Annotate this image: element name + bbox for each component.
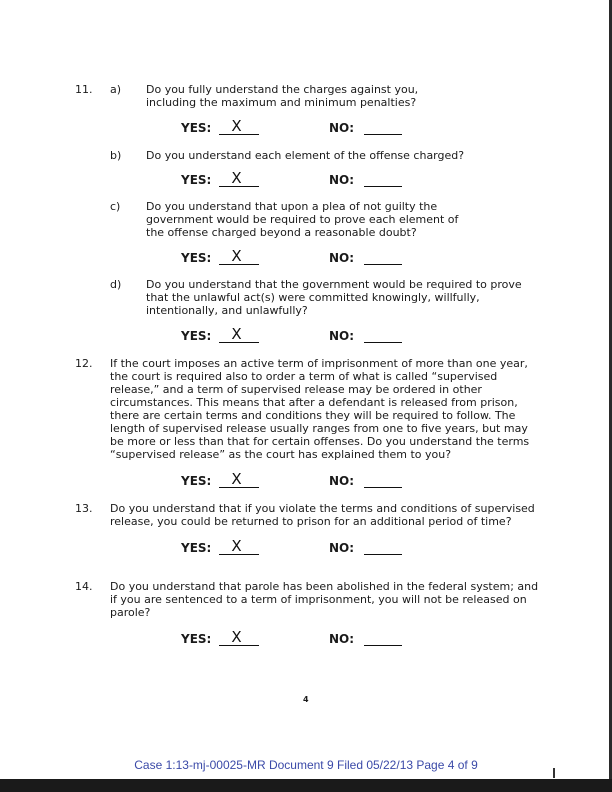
x-mark: X [231,117,242,135]
yes-label: YES: [181,173,212,187]
question-11d-yes-field[interactable] [181,325,259,343]
question-12-number: 12. [75,357,93,370]
no-blank[interactable] [364,251,402,265]
question-14-line-3: parole? [110,606,151,619]
yes-blank[interactable] [219,169,259,187]
x-mark: X [231,470,242,488]
question-11c-line-1: Do you understand that upon a plea of not guilty the [146,200,438,213]
question-14-yes-field[interactable] [181,628,259,646]
question-12-line-4: circumstances. This means that after a defendant is released from prison, [110,396,518,409]
question-11a-line-1: Do you fully understand the charges against you, [146,83,419,96]
x-mark: X [231,325,242,343]
question-13-number: 13. [75,502,93,515]
question-13-no-field[interactable] [329,541,402,555]
no-label: NO: [329,632,355,646]
question-14-line-1: Do you understand that parole has been abolished in the federal system; and [110,580,539,593]
no-label: NO: [329,251,355,265]
question-11d-line-2: that the unlawful act(s) were committed knowingly, willfully, [146,291,480,304]
x-mark: X [231,247,242,265]
question-14-line-2: if you are sentenced to a term of imprisonment, you will not be released on [110,593,527,606]
page-number: 4 [303,695,309,704]
question-11b-line-1: Do you understand each element of the offense charged? [146,149,465,162]
question-11c-line-3: the offense charged beyond a reasonable doubt? [146,226,417,239]
x-mark: X [231,537,242,555]
question-11a-line-2: including the maximum and minimum penalties? [146,96,417,109]
question-12-line-3: release,” and a term of supervised release may be ordered in other [110,383,482,396]
yes-blank[interactable] [219,325,259,343]
question-13-line-1: Do you understand that if you violate the terms and conditions of supervised [110,502,535,515]
question-11d-line-1: Do you understand that the government would be required to prove [146,278,522,291]
question-11a-label: a) [110,83,122,96]
scan-artifact [553,768,555,778]
no-blank[interactable] [364,121,402,135]
question-11a-no-field[interactable] [329,121,402,135]
yes-blank[interactable] [219,470,259,488]
question-14-number: 14. [75,580,93,593]
scan-bottom-bar [0,779,612,792]
question-12-line-5: there are certain terms and conditions they will be required to follow. The [110,409,516,422]
yes-blank[interactable] [219,537,259,555]
question-12-no-field[interactable] [329,474,402,488]
question-11c-yes-field[interactable] [181,247,259,265]
x-mark: X [231,628,242,646]
question-11-number: 11. [75,83,93,96]
question-11b-yes-field[interactable] [181,169,259,187]
yes-label: YES: [181,541,212,555]
question-11c-no-field[interactable] [329,251,402,265]
yes-label: YES: [181,632,212,646]
question-13-line-2: release, you could be returned to prison for an additional period of time? [110,515,512,528]
no-blank[interactable] [364,541,402,555]
question-12-line-8: “supervised release” as the court has explained them to you? [110,448,452,461]
question-12-line-1: If the court imposes an active term of imprisonment of more than one year, [110,357,528,370]
no-blank[interactable] [364,632,402,646]
no-label: NO: [329,541,355,555]
x-mark: X [231,169,242,187]
yes-blank[interactable] [219,247,259,265]
no-label: NO: [329,474,355,488]
no-label: NO: [329,329,355,343]
question-12-yes-field[interactable] [181,470,259,488]
no-blank[interactable] [364,329,402,343]
question-11d-line-3: intentionally, and unlawfully? [146,304,308,317]
question-12-line-2: the court is required also to order a term of what is called “supervised [110,370,498,383]
question-11b-no-field[interactable] [329,173,402,187]
yes-label: YES: [181,121,212,135]
question-12-line-6: length of supervised release usually ranges from one to five years, but may [110,422,528,435]
question-11c-label: c) [110,200,121,213]
question-13-yes-field[interactable] [181,537,259,555]
question-11d-no-field[interactable] [329,329,402,343]
yes-label: YES: [181,329,212,343]
question-14-no-field[interactable] [329,632,402,646]
yes-blank[interactable] [219,117,259,135]
question-11c-line-2: government would be required to prove each element of [146,213,459,226]
no-label: NO: [329,173,355,187]
no-blank[interactable] [364,474,402,488]
question-12-line-7: be more or less than that for certain offenses. Do you understand the terms [110,435,530,448]
question-11a-yes-field[interactable] [181,117,259,135]
no-label: NO: [329,121,355,135]
yes-blank[interactable] [219,628,259,646]
yes-label: YES: [181,251,212,265]
no-blank[interactable] [364,173,402,187]
question-11d-label: d) [110,278,122,291]
yes-label: YES: [181,474,212,488]
question-11b-label: b) [110,149,122,162]
case-footer: Case 1:13-mj-00025-MR Document 9 Filed 05/22/13 Page 4 of 9 [134,758,478,772]
